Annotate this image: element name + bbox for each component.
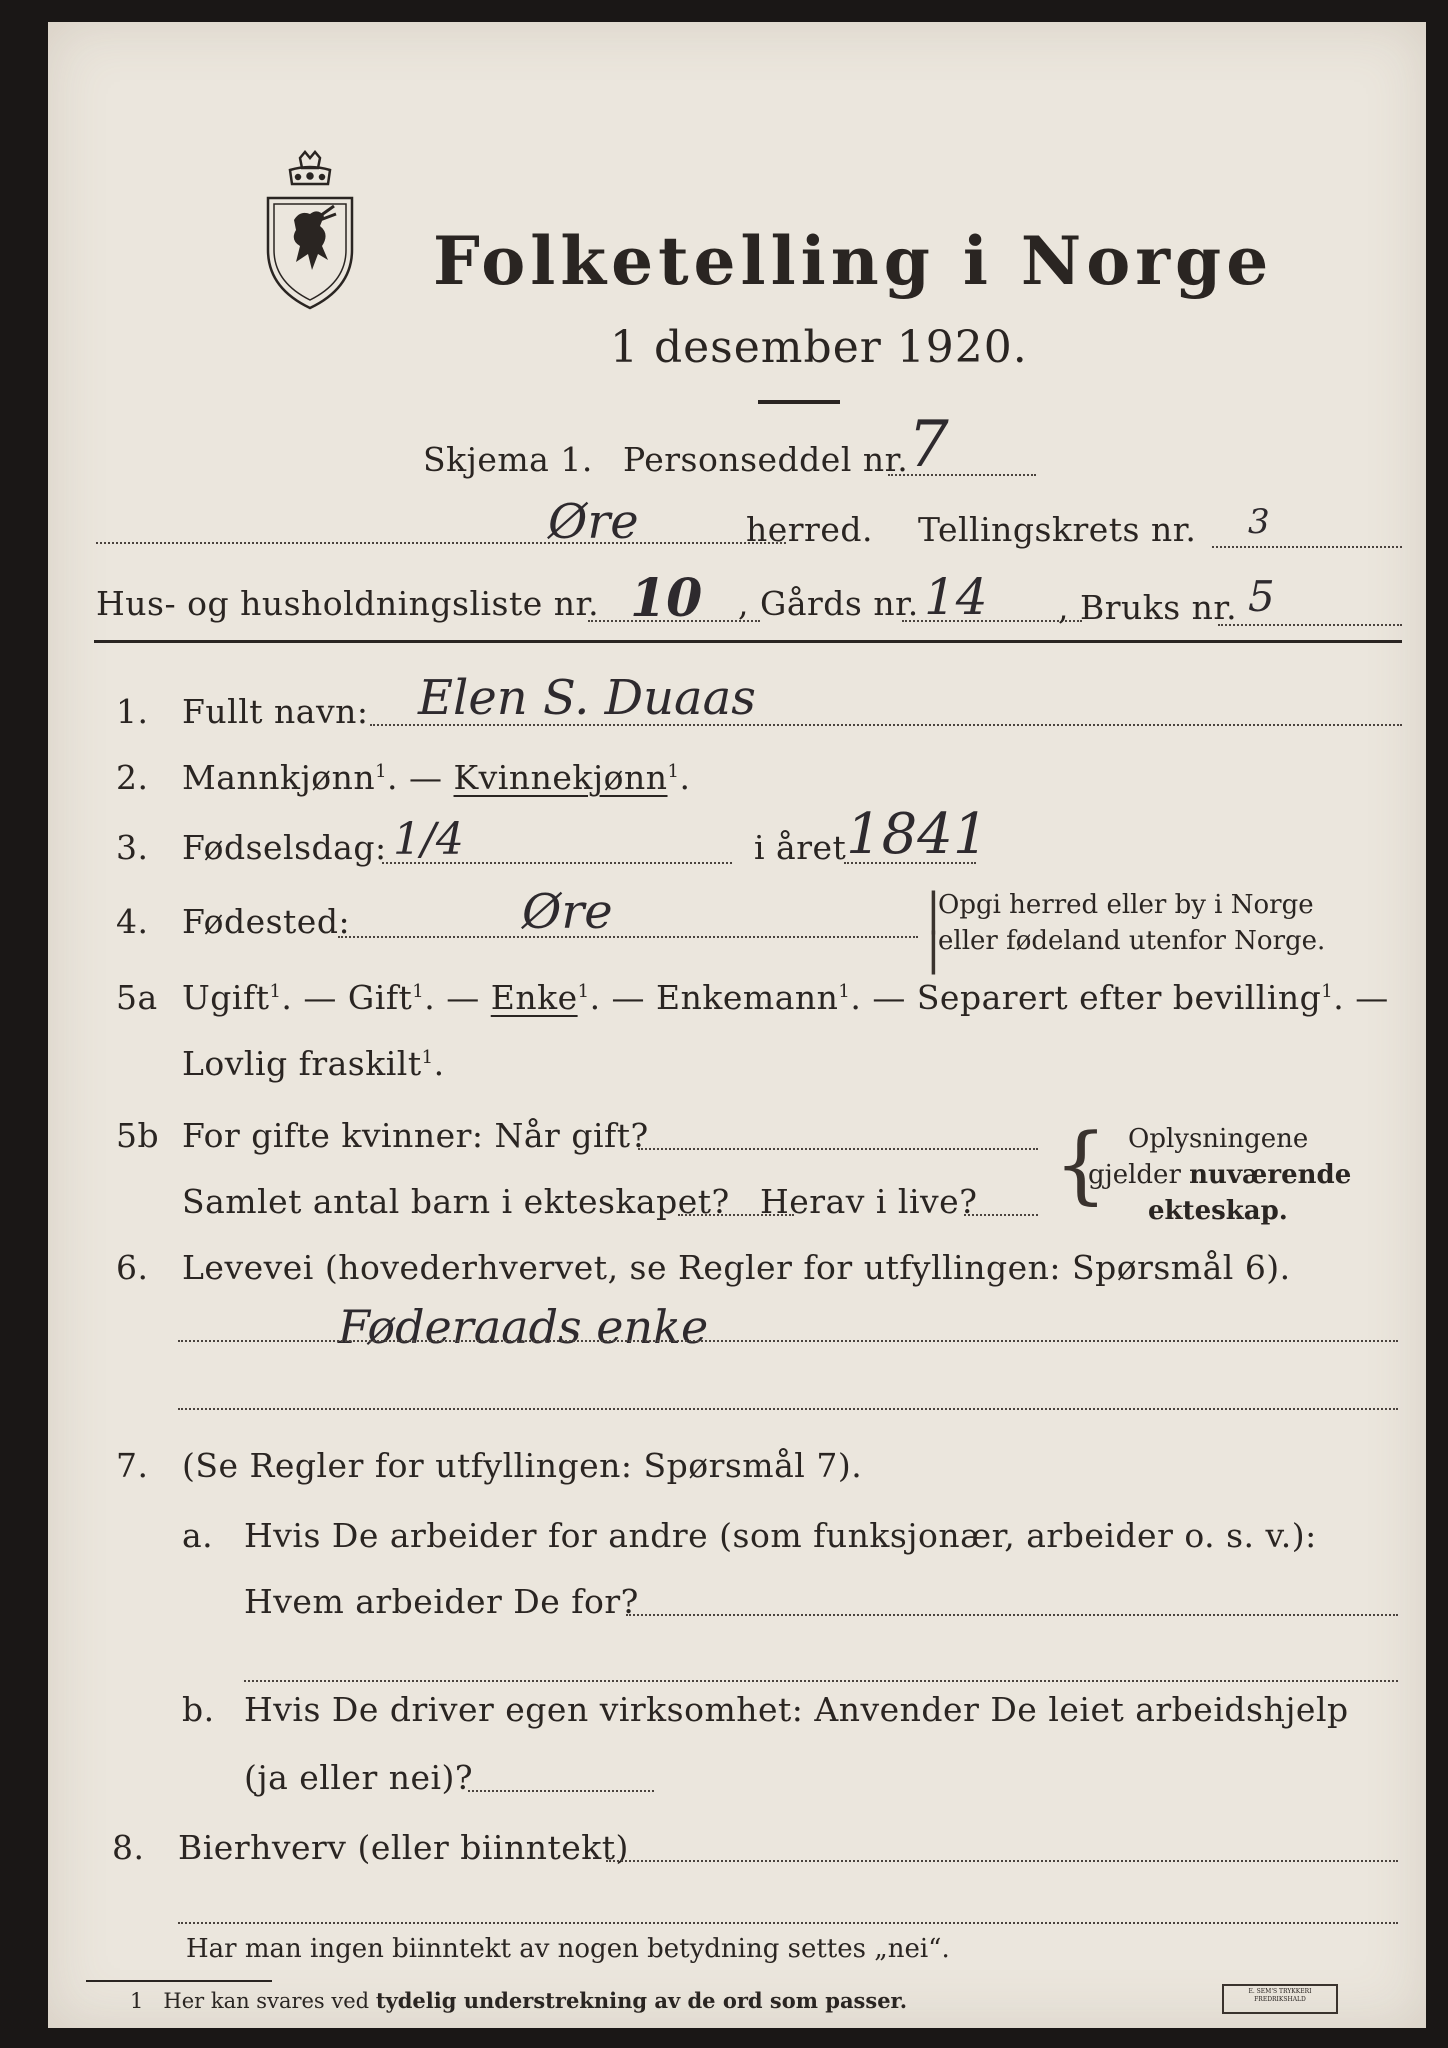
birthplace-note-2: eller fødeland utenfor Norge. <box>938 926 1326 956</box>
alive-label: Herav i live? <box>760 1182 978 1221</box>
occupation-value: Føderaads enke <box>338 1300 709 1354</box>
q7a-number: a. <box>182 1516 214 1555</box>
q6-label: Levevei (hovederhvervet, se Regler for utfyllingen: Spørsmål 6). <box>182 1248 1291 1287</box>
mannkjonn-option: Mannkjønn <box>182 758 376 797</box>
q7b-number: b. <box>182 1690 215 1729</box>
header-rule <box>94 640 1402 643</box>
q2-options: Mannkjønn$^1$. — Kvinnekjønn$^1$. <box>182 758 691 797</box>
marriage-note-2: gjelder nuværende <box>1088 1160 1352 1190</box>
birth-year-value: 1841 <box>846 802 989 867</box>
q2-number: 2. <box>116 758 149 797</box>
tellingskrets-label: Tellingskrets nr. <box>918 510 1197 549</box>
herred-label: herred. <box>746 510 873 549</box>
q8-number: 8. <box>112 1828 145 1867</box>
q8-label: Bierhverv (eller biinntekt) <box>178 1828 629 1867</box>
q7-label: (Se Regler for utfyllingen: Spørsmål 7). <box>182 1446 863 1485</box>
q3-number: 3. <box>116 828 149 867</box>
children-count-label: Samlet antal barn i ekteskapet? <box>182 1182 730 1221</box>
year-label: i året <box>754 828 847 867</box>
q3-label: Fødselsdag: <box>182 828 387 867</box>
q7a-label-1: Hvis De arbeider for andre (som funksjonær, arbeider o. s. v.): <box>244 1516 1317 1555</box>
q7a-label-2: Hvem arbeider De for? <box>244 1582 639 1621</box>
full-name-value: Elen S. Duaas <box>418 670 756 726</box>
footnote: 1 Her kan svares ved tydelig understrekning av de ord som passer. <box>130 1988 908 2013</box>
q7b-label-2: (ja eller nei)? <box>244 1758 474 1797</box>
married-when-label: For gifte kvinner: Når gift? <box>182 1116 649 1155</box>
q4-label: Fødested: <box>182 902 351 941</box>
birthplace-value: Øre <box>522 884 613 940</box>
husliste-value: 10 <box>630 568 703 629</box>
census-date: 1 desember 1920. <box>610 322 1028 373</box>
census-form: Folketelling i Norge 1 desember 1920. Skjema 1. Personseddel nr. 7 Øre herred. Tellingskrets nr. 3 Hus- og husholdningsliste nr. 10 , Gårds nr. 14 , Bruks nr. 5 1. Fullt navn: Elen S. Duaas 2. Mannkjønn$^1$. — Kvinnekjønn$^1$. 3. Fødselsdag: 1/4 i året 1841 4. Fødested: Øre | | Opgi herred eller by i Norge eller fødeland utenfor Norge. 5a Ugift$^1$. — Gift$^1$. — Enke$^1$. — Enkemann$^1$. — Separert efter bevilling$^1$. — Lovlig fraskilt$^1$. 5b For gifte kvinner: Når gift? Samlet antal barn i ekteskapet? Herav i live? { Oplysningene gjelder nuværende ekteskap. 6. Levevei (hovederhvervet, se Regler for utfyllingen: Spørsmål 6). Føderaads enke 7. (Se Regler for utfyllingen: Spørsmål 7). a. Hvis De arbeider for andre (som funksjonær, arbeider o. s. v.): Hvem arbeider De for? b. Hvis De driver egen virksomhet: Anvender De leiet arbeidshjelp (ja eller nei)? 8. Bierhverv (eller biinntekt) Har man ingen biinntekt av nogen betydning settes „nei“. 1 Her kan svares ved tydelig understrekning av de ord som passer. E. SEM'S TRYKKERI FREDRIKSHALD <box>48 22 1426 2028</box>
kvinnekjonn-option: Kvinnekjønn <box>453 758 668 797</box>
bruks-label: , Bruks nr. <box>1058 588 1238 627</box>
birthplace-note-1: Opgi herred eller by i Norge <box>938 890 1314 920</box>
bruks-value: 5 <box>1248 572 1275 621</box>
husliste-label: Hus- og husholdningsliste nr. <box>96 584 600 623</box>
printer-stamp: E. SEM'S TRYKKERI FREDRIKSHALD <box>1222 1984 1338 2014</box>
birthday-value: 1/4 <box>393 814 464 865</box>
q5b-number: 5b <box>116 1116 160 1155</box>
footnote-rule <box>86 1980 272 1982</box>
personseddel-value: 7 <box>908 408 949 482</box>
marital-options: Ugift$^1$. — Gift$^1$. — Enke$^1$. — Enkemann$^1$. — Separert efter bevilling$^1$. — <box>182 978 1389 1017</box>
q1-label: Fullt navn: <box>182 692 369 731</box>
enke-option: Enke <box>490 978 578 1017</box>
coat-of-arms-icon <box>260 150 360 310</box>
q1-number: 1. <box>116 692 149 731</box>
lovlig-fraskilt: Lovlig fraskilt$^1$. <box>182 1044 445 1083</box>
schema-label: Skjema 1. <box>423 440 593 479</box>
personseddel-label: Personseddel nr. <box>623 440 909 479</box>
income-note: Har man ingen biinntekt av nogen betydning settes „nei“. <box>186 1934 950 1964</box>
q7b-label-1: Hvis De driver egen virksomhet: Anvender De leiet arbeidshjelp <box>244 1690 1349 1729</box>
herred-value: Øre <box>548 494 639 550</box>
q7-number: 7. <box>116 1446 149 1485</box>
q6-number: 6. <box>116 1248 149 1287</box>
form-title: Folketelling i Norge <box>433 222 1274 300</box>
q4-number: 4. <box>116 902 149 941</box>
title-divider <box>758 400 840 404</box>
marriage-note-1: Oplysningene <box>1128 1124 1309 1154</box>
gards-label: , Gårds nr. <box>738 584 919 623</box>
gards-value: 14 <box>924 568 988 626</box>
tellingskrets-value: 3 <box>1248 502 1270 542</box>
q5a-number: 5a <box>116 978 158 1017</box>
marriage-note-3: ekteskap. <box>1148 1196 1288 1226</box>
